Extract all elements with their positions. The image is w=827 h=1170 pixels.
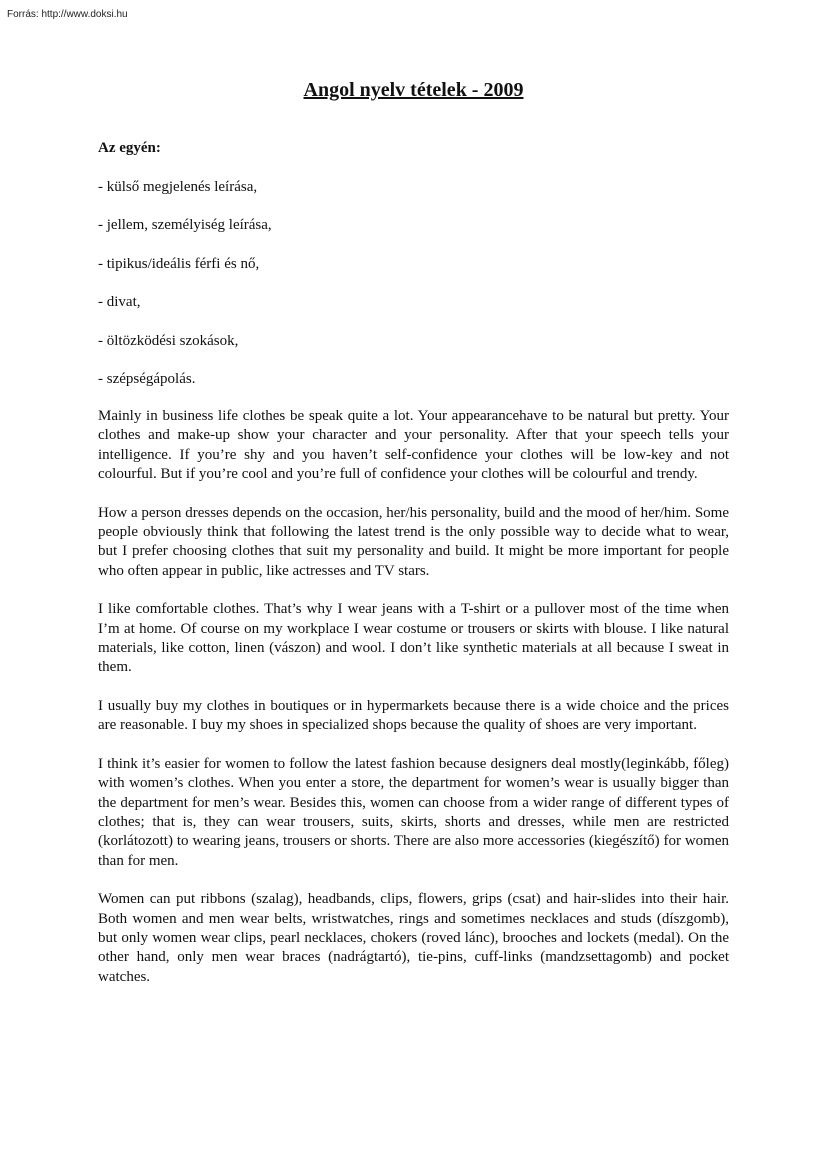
paragraph: I usually buy my clothes in boutiques or in hypermarkets because there is a wide choice and the prices are reasonable. I buy my shoes in specialized shops because the quality of shoes are very important. xyxy=(98,697,729,734)
list-item: - divat, xyxy=(98,294,141,310)
page-title: Angol nyelv tételek - 2009 xyxy=(303,79,524,101)
list-item: - külső megjelenés leírása, xyxy=(98,178,258,195)
document-page xyxy=(98,75,729,1006)
section-heading: Az egyén: xyxy=(98,140,161,156)
paragraph: How a person dresses depends on the occasion, her/his personality, build and the mood of her/him. Some people obviously think that following the latest trend is the only possible way to decide what to wear, but I prefer choosing clothes that suit my personality and build. It might be more important for people who often appear in public, like actresses and TV stars. xyxy=(98,504,729,579)
paragraph: I like comfortable clothes. That’s why I wear jeans with a T-shirt or a pullover most of the time when I’m at home. Of course on my workplace I wear costume or trousers or skirts with blouse. I like natural materials, like cotton, linen (vászon) and wool. I don’t like synthetic materials at all because I sweat in them. xyxy=(98,601,729,676)
topic-list xyxy=(98,177,729,390)
paragraph: I think it’s easier for women to follow the latest fashion because designers deal mostly(leginkább, főleg) with women’s clothes. When you enter a store, the department for women’s wear is usually bigger than the department for men’s wear. Besides this, women can choose from a wider range of different types of clothes; that is, they can wear trousers, suits, skirts, shorts and dresses, while men are restricted (korlátozott) to wearing jeans, trousers or shorts. There are also more accessories (kiegészítő) for women than for men. xyxy=(98,755,729,869)
list-item: - jellem, személyiség leírása, xyxy=(98,217,272,233)
paragraph: Mainly in business life clothes be speak quite a lot. Your appearancehave to be natural but pretty. Your clothes and make-up show your character and your personality. After that your speech tells your intelligence. If you’re shy and you haven’t self-confidence your clothes will be low-key and not colourful. But if you’re cool and you’re full of confidence your clothes will be colourful and trendy. xyxy=(98,408,729,483)
source-label: Forrás: http://www.doksi.hu xyxy=(7,9,128,20)
body-text xyxy=(98,407,729,987)
list-item: - szépségápolás. xyxy=(98,371,196,387)
list-item: - öltözködési szokások, xyxy=(98,332,239,349)
list-item: - tipikus/ideális férfi és nő, xyxy=(98,255,260,272)
paragraph: Women can put ribbons (szalag), headbands, clips, flowers, grips (csat) and hair-slides into their hair. Both women and men wear belts, wristwatches, rings and sometimes necklaces and studs (díszgomb), but only women wear clips, pearl necklaces, chokers (roved lánc), brooches and lockets (medal). On the other hand, only men wear braces (nadrágtartó), tie-pins, cuff-links (mandzsettagomb) and pocket watches. xyxy=(98,891,729,985)
